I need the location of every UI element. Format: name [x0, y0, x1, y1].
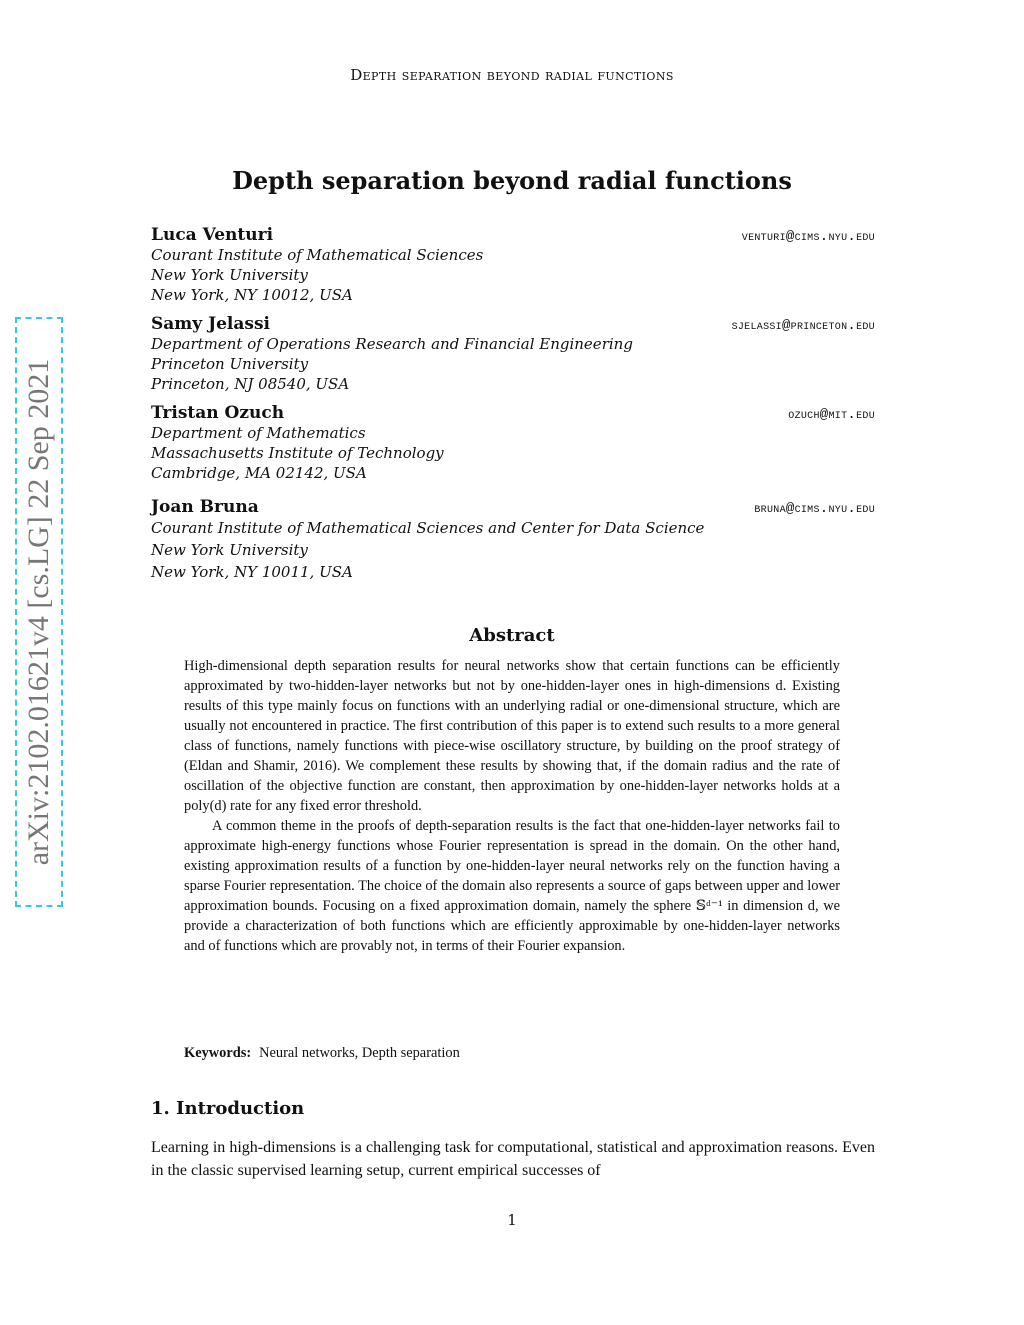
section-heading-introduction: 1. Introduction	[151, 1098, 305, 1119]
author-email[interactable]: sjelassi@princeton.edu	[731, 318, 875, 334]
author-affiliation-line: Cambridge, MA 02142, USA	[151, 464, 367, 482]
author-name: Tristan Ozuch	[151, 403, 285, 423]
author-email[interactable]: bruna@cims.nyu.edu	[754, 501, 875, 517]
page-number: 1	[507, 1211, 517, 1229]
keywords	[184, 1045, 840, 1062]
author-email[interactable]: ozuch@mit.edu	[788, 407, 875, 423]
author-affiliation-line: Princeton, NJ 08540, USA	[151, 375, 350, 393]
author-affiliation-line: Courant Institute of Mathematical Sciences	[151, 246, 484, 264]
introduction-body	[151, 1136, 875, 1182]
author-affiliation-line: Princeton University	[151, 355, 309, 373]
abstract-body	[184, 656, 840, 956]
author-block	[151, 403, 875, 483]
author-block	[151, 225, 875, 305]
author-name: Joan Bruna	[151, 497, 259, 517]
abstract-paragraph: A common theme in the proofs of depth-separation results is the fact that one-hidden-layer networks fail to approximate high-energy functions whose Fourier representation is spread in the domain. On the other hand, existing approximation results of a function by one-hidden-layer neural networks rely on the function having a sparse Fourier representation. The choice of the domain also represents a source of gaps between upper and lower approximation bounds. Focusing on a fixed approximation domain, namely the sphere 𝕊ᵈ⁻¹ in dimension d, we provide a characterization of both functions which are efficiently approximable by one-hidden-layer networks and of functions which are provably not, in terms of their Fourier expansion.	[184, 818, 840, 954]
paper-title: Depth separation beyond radial functions	[232, 166, 792, 195]
author-name: Luca Venturi	[151, 225, 274, 245]
author-affiliation-line: New York University	[151, 266, 308, 284]
author-affiliation-line: New York, NY 10011, USA	[151, 563, 353, 581]
author-name: Samy Jelassi	[151, 314, 271, 334]
author-block	[151, 497, 875, 583]
keywords-label: Keywords:	[184, 1045, 252, 1061]
introduction-paragraph: Learning in high-dimensions is a challenging task for computational, statistical and approximation reasons. Even in the classic supervised learning setup, current empirical successes of	[151, 1139, 875, 1179]
author-block	[151, 314, 875, 394]
keywords-value: Neural networks, Depth separation	[259, 1045, 460, 1061]
author-affiliation-line: Department of Operations Research and Financial Engineering	[151, 335, 633, 353]
author-affiliation-line: Courant Institute of Mathematical Sciences and Center for Data Science	[151, 519, 705, 537]
author-affiliation-line: New York, NY 10012, USA	[151, 286, 353, 304]
author-affiliation-line: Massachusetts Institute of Technology	[151, 444, 444, 462]
arxiv-stamp	[15, 317, 63, 907]
author-affiliation-line: Department of Mathematics	[151, 424, 366, 442]
abstract-heading: Abstract	[469, 625, 555, 646]
running-head: Depth separation beyond radial functions	[350, 66, 674, 84]
abstract-paragraph: High-dimensional depth separation results for neural networks show that certain functions can be efficiently approximated by two-hidden-layer networks but not by one-hidden-layer ones in high-dimensions d. Existing results of this type mainly focus on functions with an underlying radial or one-dimensional structure, which are usually not encountered in practice. The first contribution of this paper is to extend such results to a more general class of functions, namely functions with piece-wise oscillatory structure, by building on the proof strategy of (Eldan and Shamir, 2016). We complement these results by showing that, if the domain radius and the rate of oscillation of the objective function are constant, then approximation by one-hidden-layer networks holds at a poly(d) rate for any fixed error threshold.	[184, 658, 840, 814]
author-email[interactable]: venturi@cims.nyu.edu	[741, 229, 875, 245]
arxiv-stamp-text: arXiv:2102.01621v4 [cs.LG] 22 Sep 2021	[22, 358, 55, 866]
author-affiliation-line: New York University	[151, 541, 308, 559]
